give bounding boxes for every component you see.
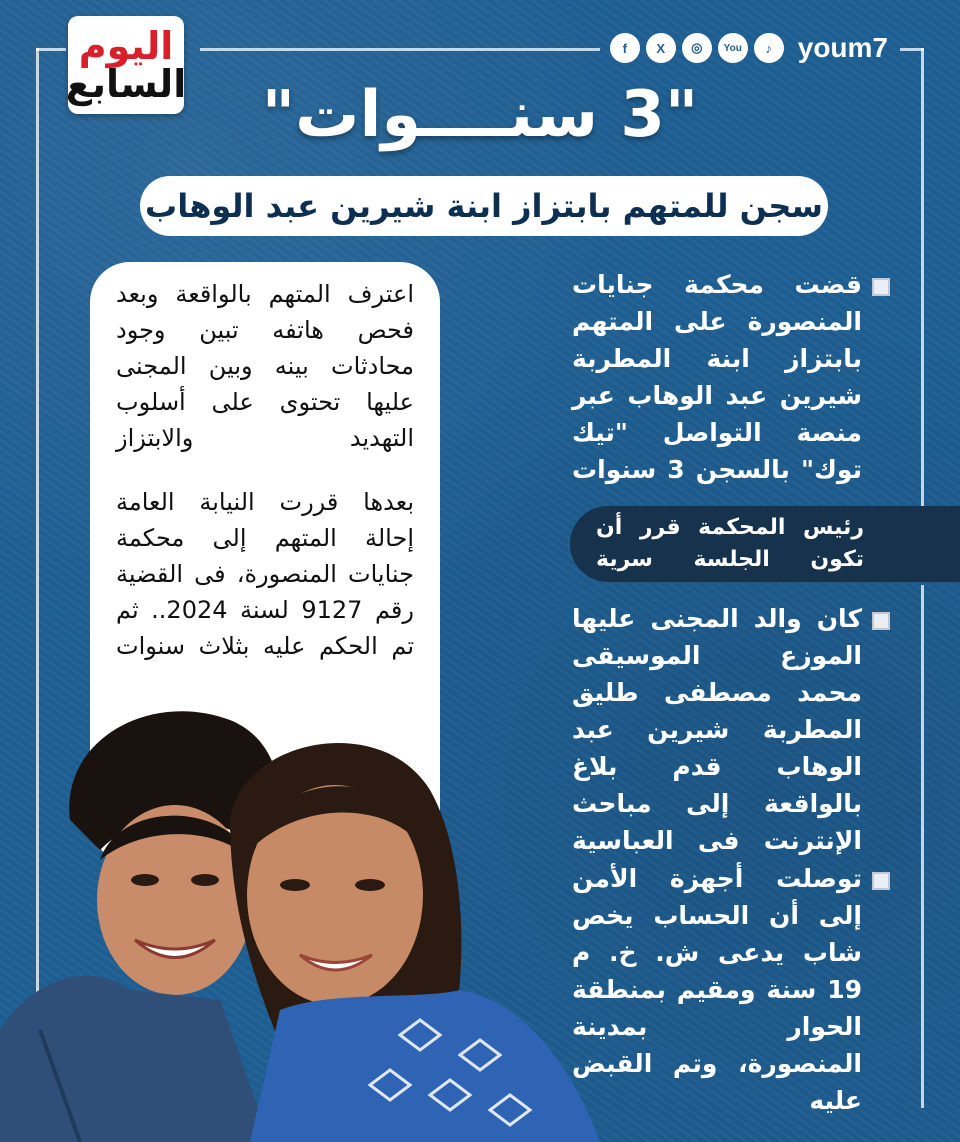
right-item-2 <box>560 600 890 859</box>
social-bar <box>610 32 888 64</box>
frame-line-top-right <box>200 48 600 51</box>
highlight-text: رئيس المحكمة قرر أن تكون الجلسة سرية <box>596 515 864 572</box>
frame-line-right-lower <box>921 585 924 1108</box>
right-item-1 <box>560 266 890 488</box>
item1-text: قضت محكمة جنايات المنصورة على المتهم بابتزاز ابنة المطربة شيرين عبد الوهاب عبر منصة التواصل "تيك توك" بالسجن 3 سنوات <box>572 270 862 484</box>
square-bullet-icon <box>872 612 890 630</box>
logo-line2: السابع <box>65 62 187 106</box>
left-person-jacket <box>0 976 270 1142</box>
x-icon[interactable]: X <box>646 33 676 63</box>
square-bullet-icon <box>872 872 890 890</box>
headline-subtitle: سجن للمتهم بابتزاز ابنة شيرين عبد الوهاب <box>140 176 828 236</box>
frame-line-top-left <box>36 48 66 51</box>
youtube-icon[interactable]: You <box>718 33 748 63</box>
headline-title: "3 سنــــوات" <box>261 78 699 152</box>
facebook-icon[interactable]: f <box>610 33 640 63</box>
photo-illustration <box>0 700 600 1142</box>
square-bullet-icon <box>872 278 890 296</box>
item2-text: كان والد المجنى عليها الموزع الموسيقى محمد مصطفى طليق المطربة شيرين عبد الوهاب قدم بلاغ بالواقعة إلى مباحث الإنترنت فى العباسية <box>572 604 862 855</box>
right-person-dress <box>250 990 600 1142</box>
highlight-pill <box>570 506 960 582</box>
logo-line1: اليوم <box>78 24 174 68</box>
instagram-icon[interactable]: ◎ <box>682 33 712 63</box>
right-item-3 <box>560 860 890 1119</box>
item3-text: توصلت أجهزة الأمن إلى أن الحساب يخص شاب يدعى ش. خ. م 19 سنة ومقيم بمنطقة الحوار بمدينة المنصورة، وتم القبض عليه <box>572 864 862 1115</box>
tiktok-icon[interactable]: ♪ <box>754 33 784 63</box>
brand-handle: youm7 <box>797 32 888 63</box>
card-paragraph-1: اعترف المتهم بالواقعة وبعد فحص هاتفه تبين وجود محادثات بينه وبين المجنى عليها تحتوى على أسلوب التهديد والابتزاز <box>116 280 414 452</box>
card-paragraph-2: بعدها قررت النيابة العامة إحالة المتهم إلى محكمة جنايات المنصورة، فى القضية رقم 9127 لسنة 2024.. ثم تم الحكم عليه بثلاث سنوات <box>116 488 414 660</box>
